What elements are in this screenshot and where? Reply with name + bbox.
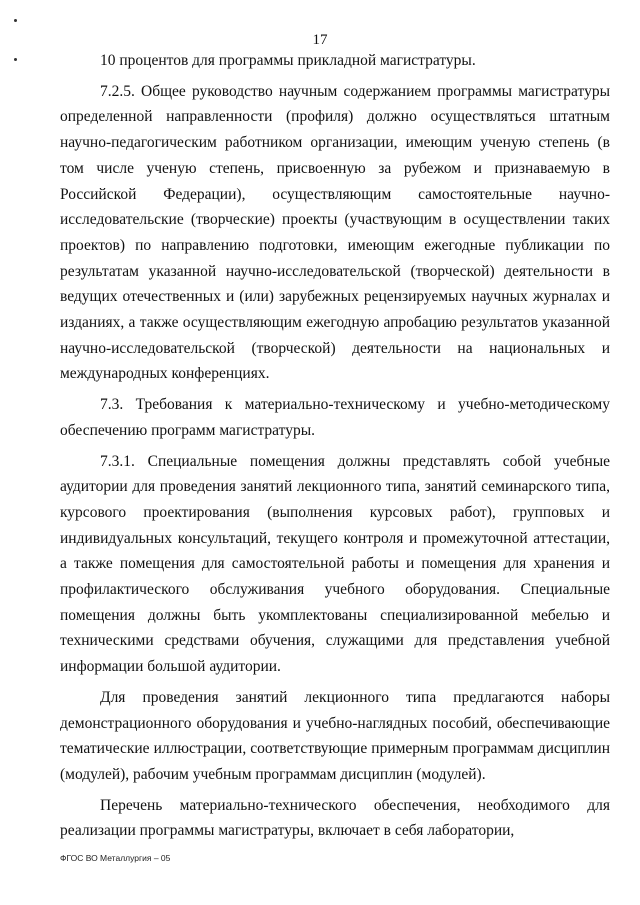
- page-number: 17: [312, 32, 328, 48]
- paragraph-7-3-1: 7.3.1. Специальные помещения должны представлять собой учебные аудитории для проведения занятий лекционного типа, занятий семинарского типа, курсового проектирования (выполнения курсовых работ), групповых и индивидуальных консультаций, текущего контроля и промежуточной аттестации, а также помещения для самостоятельной работы и помещения для хранения и профилактического обслуживания учебного оборудования. Специальные помещения должны быть укомплектованы специализированной мебелью и техническими средствами обучения, служащими для представления учебной информации большой аудитории.: [60, 452, 610, 676]
- scan-dot: [14, 58, 17, 61]
- document-body: [60, 48, 610, 844]
- paragraph-continuation: 10 процентов для программы прикладной магистратуры.: [100, 52, 476, 69]
- paragraph-7-2-5: 7.2.5. Общее руководство научным содержанием программы магистратуры определенной направленности (профиля) должно осуществляться штатным научно-педагогическим работником организации, имеющим ученую степень (в том числе ученую степень, присвоенную за рубежом и признаваемую в Российской Федерации), осуществляющим самостоятельные научно-исследовательские (творческие) проекты (участвующим в осуществлении таких проектов) по направлению подготовки, имеющим ежегодные публикации по результатам указанной научно-исследовательской (творческой) деятельности в ведущих отечественных и (или) зарубежных рецензируемых научных журналах и изданиях, а также осуществляющим ежегодную апробацию результатов указанной научно-исследовательской (творческой) деятельности на национальных и международных конференциях.: [60, 82, 610, 383]
- footer-label: ФГОС ВО Металлургия – 05: [60, 853, 171, 863]
- paragraph-equipment-list: Перечень материально-технического обеспечения, необходимого для реализации программы магистратуры, включает в себя лаборатории,: [60, 796, 610, 840]
- paragraph-lecture-equipment: Для проведения занятий лекционного типа предлагаются наборы демонстрационного оборудования и учебно-наглядных пособий, обеспечивающие тематические иллюстрации, соответствующие примерным программам дисциплин (модулей), рабочим учебным программам дисциплин (модулей).: [60, 688, 610, 783]
- scan-dot: [14, 19, 17, 22]
- paragraph-7-3: 7.3. Требования к материально-техническому и учебно-методическому обеспечению программ магистратуры.: [60, 396, 610, 439]
